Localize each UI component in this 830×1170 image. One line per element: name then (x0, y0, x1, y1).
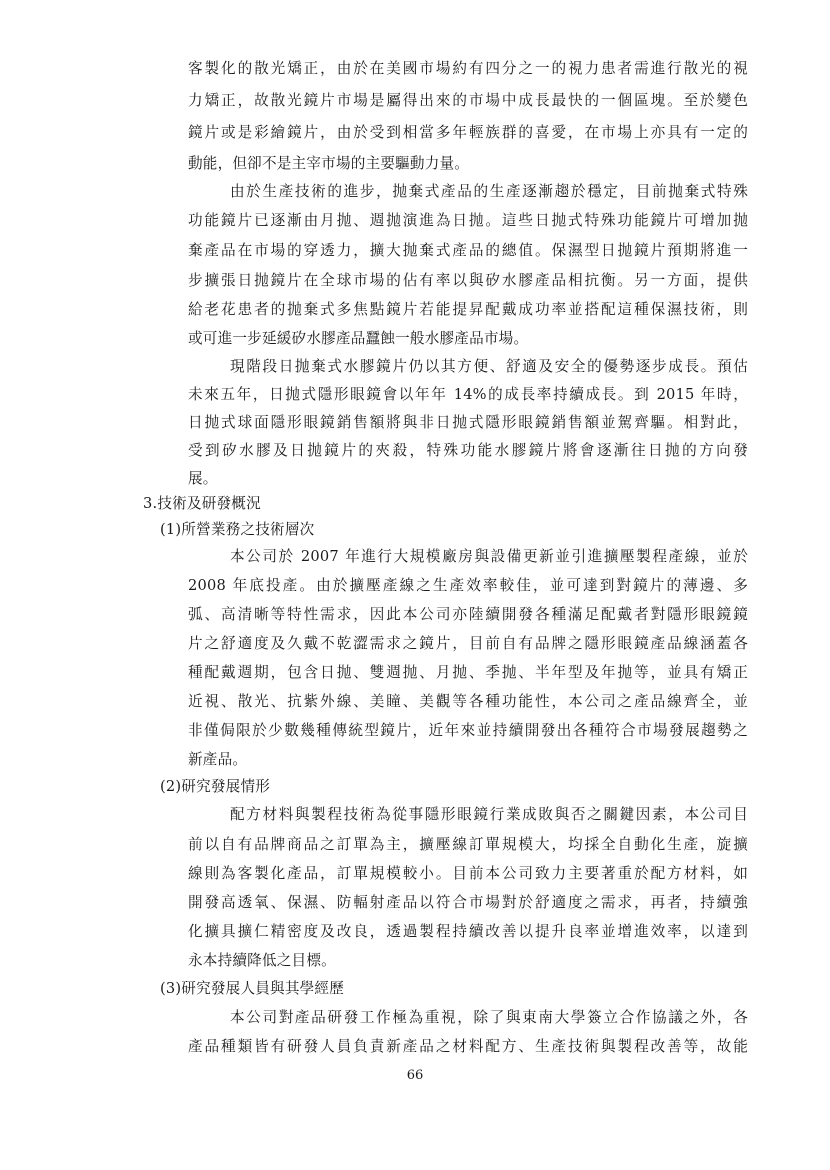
text-line: 非僅侷限於少數幾種傳統型鏡片，近年來並持續開發出各種符合市場發展趨勢之 (188, 722, 748, 739)
text-line: 本公司對產品研發工作極為重視，除了與東南大學簽立合作協議之外，各 (230, 1009, 748, 1026)
text-line: 片之舒適度及久戴不乾澀需求之鏡片，目前自有品牌之隱形眼鏡產品線涵蓋各 (188, 635, 748, 652)
subsection-heading: (2)研究發展情形 (160, 778, 271, 795)
text-line: 步擴張日抛鏡片在全球市場的佔有率以與矽水膠產品相抗衡。另一方面，提供 (188, 272, 748, 289)
text-line: 客製化的散光矯正，由於在美國市場約有四分之一的視力患者需進行散光的視 (188, 60, 748, 77)
text-line: 功能鏡片已逐漸由月抛、週抛演進為日抛。這些日抛式特殊功能鏡片可增加抛 (188, 212, 748, 229)
text-line: 新產品。 (188, 751, 248, 768)
text-line: 本公司於 2007 年進行大規模廠房與設備更新並引進擴壓製程產線，並於 (230, 548, 748, 565)
text-line: 鏡片或是彩繪鏡片，由於受到相當多年輕族群的喜愛，在市場上亦具有一定的 (188, 124, 748, 141)
text-line: 2008 年底投產。由於擴壓產線之生產效率較佳，並可達到對鏡片的薄邊、多 (188, 577, 748, 594)
text-line: 力矯正，故散光鏡片市場是屬得出來的市場中成長最快的一個區塊。至於變色 (188, 92, 748, 109)
section-heading: 3.技術及研發概況 (143, 495, 261, 512)
text-line: 現階段日抛棄式水膠鏡片仍以其方便、舒適及安全的優勢逐步成長。預估 (230, 358, 748, 375)
text-line: 種配戴週期，包含日抛、雙週抛、月抛、季抛、半年型及年抛等，並具有矯正 (188, 664, 748, 681)
text-line: 開發高透氧、保濕、防輻射產品以符合市場對於舒適度之需求，再者，持續強 (188, 894, 748, 911)
text-line: 由於生產技術的進步，抛棄式產品的生產逐漸趨於穩定，目前抛棄式特殊 (230, 183, 748, 200)
text-line: 動能，但卻不是主宰市場的主要驅動力量。 (188, 155, 470, 172)
text-line: 近視、散光、抗紫外線、美瞳、美觀等各種功能性，本公司之產品線齊全，並 (188, 693, 748, 710)
text-line: 弧、高清晰等特性需求，因此本公司亦陸續開發各種滿足配戴者對隱形眼鏡鏡 (188, 606, 748, 623)
text-line: 化擴具擴仁精密度及改良，透過製程持續改善以提升良率並增進效率，以達到 (188, 923, 748, 940)
text-line: 永本持續降低之目標。 (188, 952, 336, 969)
text-line: 產品種類皆有研發人員負責新產品之材料配方、生產技術與製程改善等，故能 (188, 1038, 748, 1055)
subsection-heading: (1)所營業務之技術層次 (160, 521, 315, 538)
text-line: 配方材料與製程技術為從事隱形眼鏡行業成敗與否之關鍵因素，本公司目 (230, 806, 748, 823)
text-line: 受到矽水膠及日抛鏡片的夾殺，特殊功能水膠鏡片將會逐漸往日抛的方向發 (188, 442, 748, 459)
text-line: 棄產品在市場的穿透力，擴大抛棄式產品的總值。保濕型日抛鏡片預期將進一 (188, 242, 748, 259)
subsection-heading: (3)研究發展人員與其學經歷 (160, 980, 345, 997)
text-line: 展。 (188, 470, 218, 487)
text-line: 給老花患者的抛棄式多焦點鏡片若能提昇配戴成功率並搭配這種保濕技術，則 (188, 301, 748, 318)
page-number: 66 (406, 1068, 424, 1083)
text-line: 線則為客製化產品，訂單規模較小。目前本公司致力主要著重於配方材料，如 (188, 865, 748, 882)
text-line: 未來五年，日抛式隱形眼鏡會以年年 14%的成長率持續成長。到 2015 年時， (188, 386, 748, 403)
text-line: 或可進一步延緩矽水膠產品蠶蝕一般水膠產品市場。 (188, 330, 529, 347)
text-line: 前以自有品牌商品之訂單為主，擴壓線訂單規模大，均採全自動化生產，旋擴 (188, 836, 748, 853)
text-line: 日抛式球面隱形眼鏡銷售額將與非日抛式隱形眼鏡銷售額並駕齊驅。相對此， (188, 414, 748, 431)
